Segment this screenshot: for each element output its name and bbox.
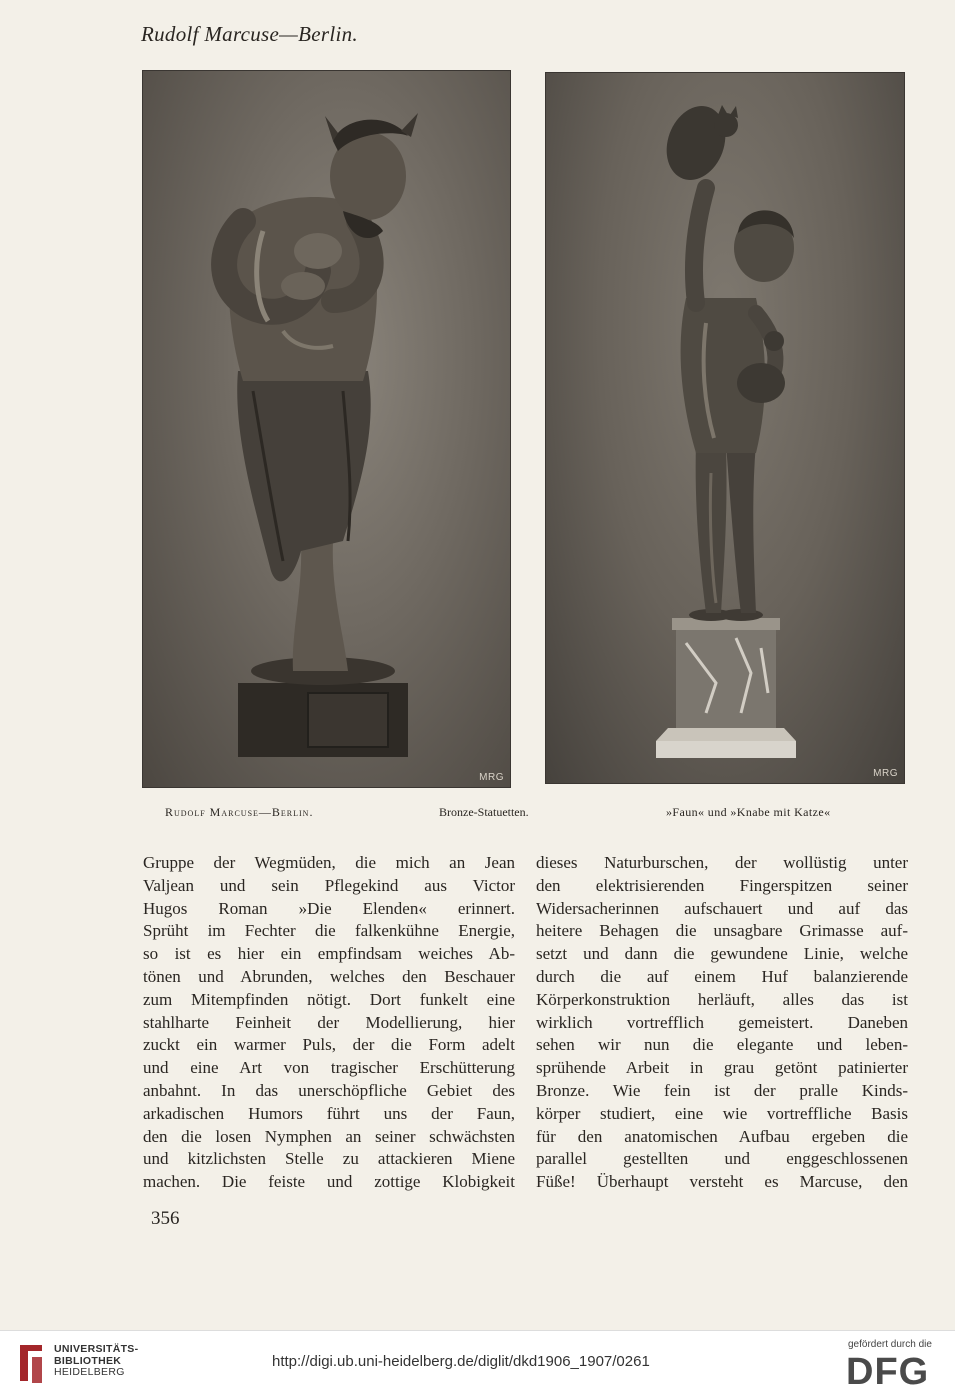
text-line: stahlharte Feinheit der Modellierung, hier xyxy=(143,1012,515,1032)
text-line: Hugos Roman »Die Elenden« erinnert. xyxy=(143,898,515,918)
running-head: Rudolf Marcuse—Berlin. xyxy=(141,22,358,46)
caption-artist: Rudolf Marcuse—Berlin. xyxy=(165,805,314,819)
text-line: durch die auf einem Huf balanzierende xyxy=(536,966,908,986)
faun-statuette-illustration xyxy=(143,71,510,787)
text-line: den die losen Nymphen an seiner schwächsten xyxy=(143,1126,515,1146)
text-line: den elektrisierenden Fingerspitzen seiner xyxy=(536,875,908,895)
text-line: Körperkonstruktion herläuft, alles das ist xyxy=(536,989,908,1009)
text-line: und eine Art von tragischer Erschütterung xyxy=(143,1058,515,1078)
dfg-logo: DFG xyxy=(846,1351,930,1393)
text-line: Gruppe der Wegmüden, die mich an Jean xyxy=(143,853,515,872)
text-line: wirklich vortrefflich gemeistert. Daneben xyxy=(536,1012,908,1032)
artist-monogram: MRG xyxy=(873,768,898,779)
text-line: und kitzlichsten Stelle zu attackieren Miene xyxy=(143,1149,515,1169)
library-name-line: BIBLIOTHEK xyxy=(54,1354,122,1367)
text-line: Valjean und sein Pflegekind aus Victor xyxy=(143,875,515,895)
text-line: Sprüht im Fechter die falkenkühne Energie, xyxy=(143,921,515,941)
text-line: körper studiert, eine wie vortreffliche Basis xyxy=(536,1103,908,1123)
photo-plate-boy-with-cat xyxy=(545,72,905,784)
text-line: zum Mitempfinden nötigt. Dort funkelt eine xyxy=(143,989,515,1009)
boy-with-cat-statuette-illustration xyxy=(546,73,904,783)
text-line: setzt und dann die gewundene Linie, welche xyxy=(536,944,908,964)
viewer-footer xyxy=(0,1330,955,1398)
text-line: arkadischen Humors führt uns der Faun, xyxy=(143,1103,515,1123)
text-line: dieses Naturburschen, der wollüstig unter xyxy=(536,853,908,872)
library-name xyxy=(54,1344,138,1379)
page-number: 356 xyxy=(151,1208,180,1229)
text-line: Widersacherinnen aufschauert und auf das xyxy=(536,898,908,918)
text-column-left xyxy=(143,852,515,1194)
caption-medium: Bronze-Statuetten. xyxy=(439,805,529,819)
text-column-right xyxy=(536,852,908,1194)
text-line: tönen und Abrunden, welches den Beschauer xyxy=(143,966,515,986)
text-line: parallel gestellten und enggeschlossenen xyxy=(536,1149,908,1169)
library-name-line: HEIDELBERG xyxy=(54,1366,125,1378)
text-line: sehen wir nun die elegante und leben- xyxy=(536,1035,908,1055)
artist-monogram: MRG xyxy=(479,772,504,783)
text-line: zuckt ein warmer Puls, der die Form adelt xyxy=(143,1035,515,1055)
text-line: heitere Behagen die unsagbare Grimasse auf- xyxy=(536,921,908,941)
text-line: machen. Die feiste und zottige Klobigkeit xyxy=(143,1172,515,1192)
text-line: anbahnt. In das unerschöpfliche Gebiet des xyxy=(143,1080,515,1100)
funding-note: gefördert durch die xyxy=(848,1339,932,1350)
text-line: für den anatomischen Aufbau ergeben die xyxy=(536,1126,908,1146)
caption-titles: »Faun« und »Knabe mit Katze« xyxy=(666,805,831,819)
text-line: so ist es hier ein empfindsam weiches Ab- xyxy=(143,944,515,964)
text-line: Bronze. Wie fein ist der pralle Kinds- xyxy=(536,1080,908,1100)
photo-plate-faun xyxy=(142,70,511,788)
permalink-url[interactable]: http://digi.ub.uni-heidelberg.de/diglit/dkd1906_1907/0261 xyxy=(272,1353,650,1370)
text-line: Füße! Überhaupt versteht es Marcuse, den xyxy=(536,1172,908,1192)
university-library-logo-icon xyxy=(16,1341,46,1387)
library-name-line: UNIVERSITÄTS- xyxy=(54,1343,139,1355)
text-line: sprühende Arbeit in grau getönt patinierter xyxy=(536,1058,908,1078)
